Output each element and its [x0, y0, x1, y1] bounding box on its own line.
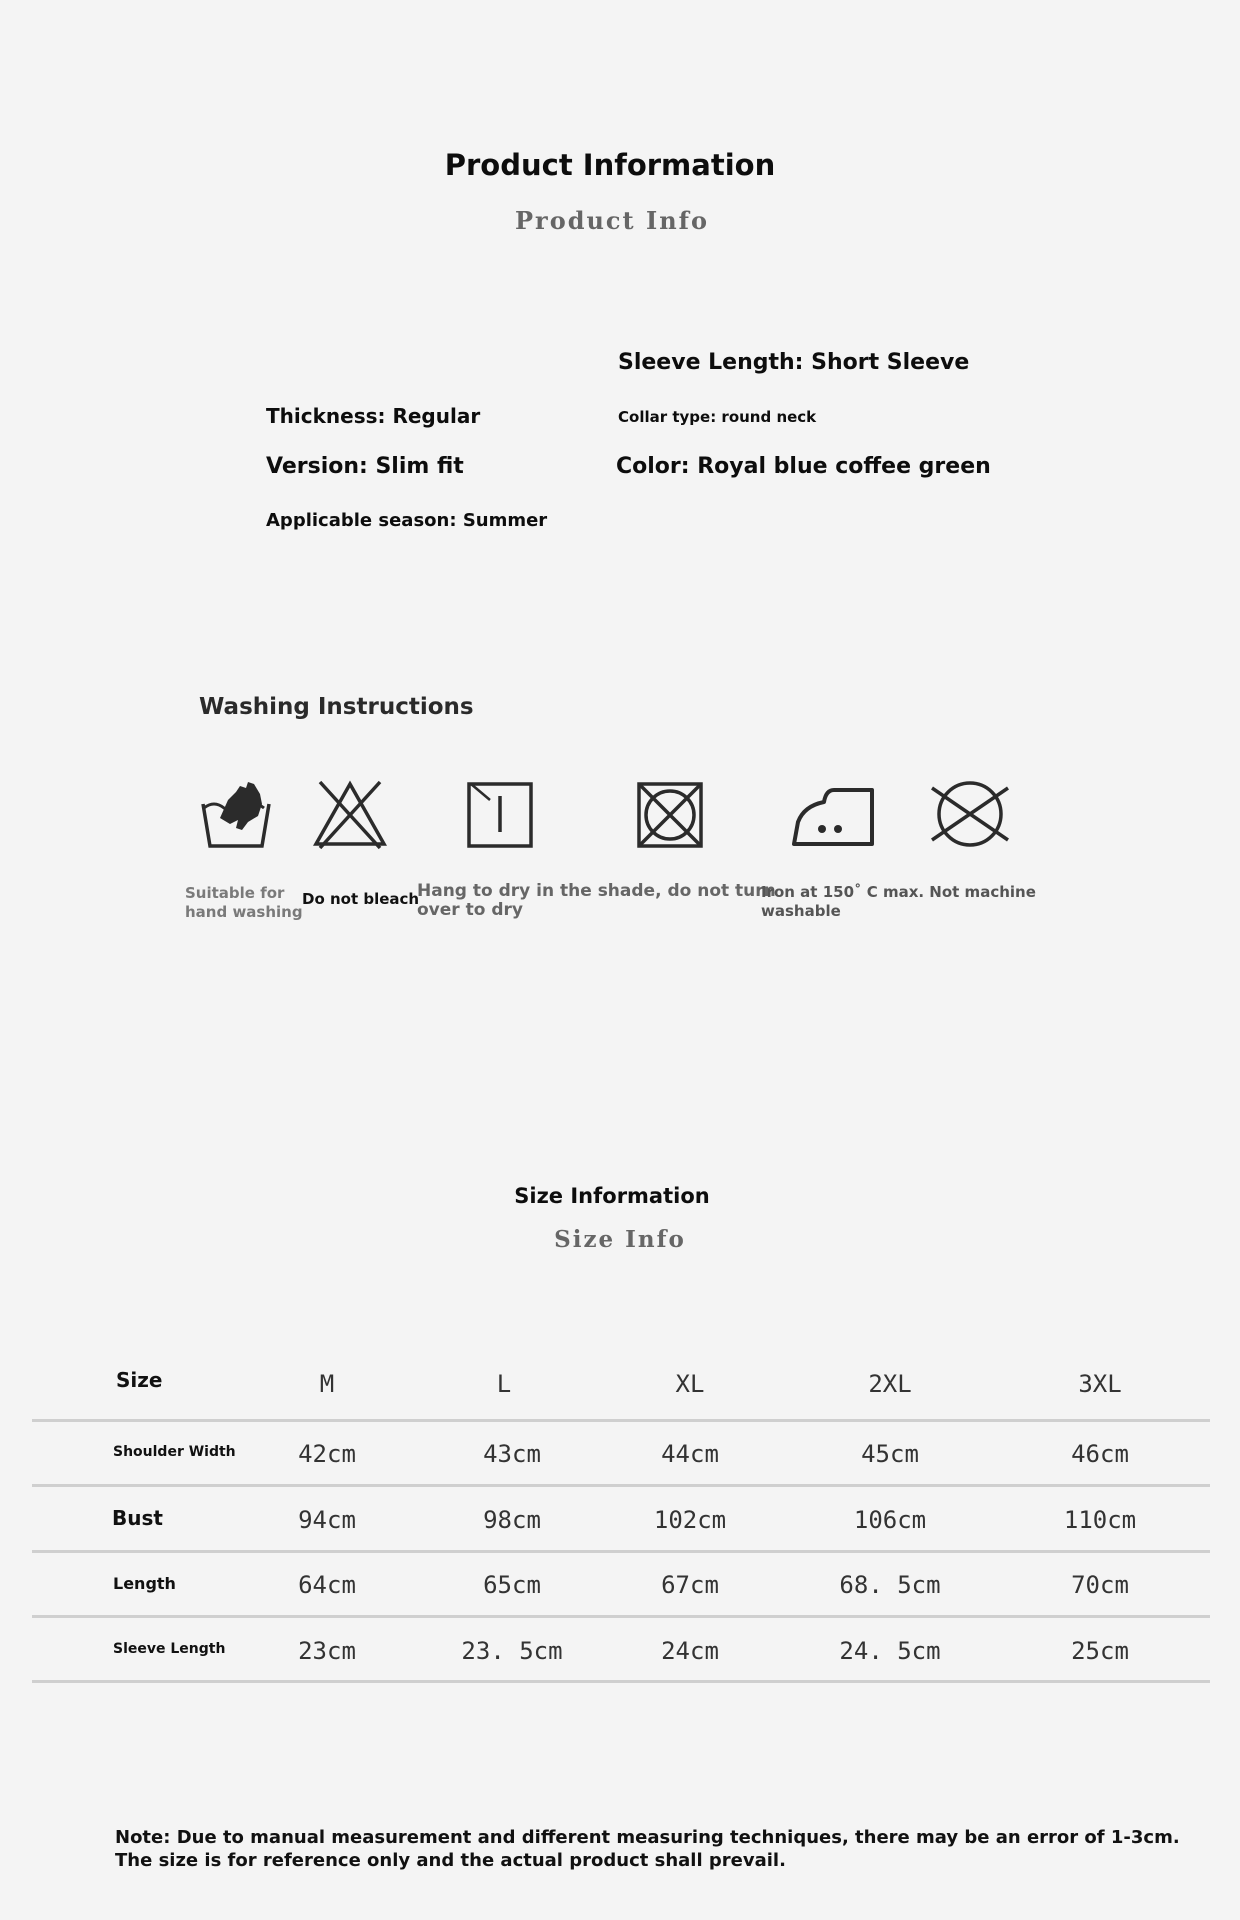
table-divider [32, 1484, 1210, 1487]
table-cell: 102cm [653, 1506, 727, 1534]
spec-color: Color: Royal blue coffee green [616, 454, 991, 479]
size-col-header: M [319, 1370, 335, 1398]
hand-wash-icon [198, 778, 274, 850]
table-cell: 42cm [298, 1440, 356, 1468]
row-label-bust: Bust [112, 1506, 163, 1530]
table-cell: 23cm [298, 1637, 356, 1665]
no-bleach-label: Do not bleach [302, 890, 420, 908]
table-cell: 94cm [298, 1506, 356, 1534]
row-label-shoulder-width: Shoulder Width [113, 1444, 236, 1460]
size-col-header: XL [675, 1370, 705, 1398]
washing-title: Washing Instructions [199, 694, 474, 720]
spec-sleeve-length: Sleeve Length: Short Sleeve [618, 350, 970, 375]
table-cell: 67cm [661, 1571, 719, 1599]
size-col-header: 3XL [1078, 1370, 1122, 1398]
table-cell: 46cm [1071, 1440, 1129, 1468]
table-cell: 23. 5cm [461, 1637, 563, 1665]
table-divider [32, 1550, 1210, 1553]
iron-label-line-1: Iron at 150˚ C max. Not machine [761, 883, 1036, 901]
iron-icon [790, 782, 876, 848]
size-info-subtitle: Size Info [554, 1226, 686, 1253]
table-divider [32, 1680, 1210, 1683]
dry-in-shade-label-line-1: Hang to dry in the shade, do not turn [417, 881, 776, 901]
row-label-length: Length [113, 1574, 176, 1593]
table-cell: 25cm [1071, 1637, 1129, 1665]
table-cell: 65cm [483, 1571, 541, 1599]
iron-label [761, 883, 1036, 921]
product-info-title: Product Information [444, 148, 776, 182]
table-cell: 68. 5cm [839, 1571, 941, 1599]
table-cell: 45cm [861, 1440, 919, 1468]
no-machine-wash-icon [930, 778, 1010, 850]
table-divider [32, 1419, 1210, 1422]
table-cell: 110cm [1063, 1506, 1137, 1534]
table-cell: 24cm [661, 1637, 719, 1665]
table-cell: 64cm [298, 1571, 356, 1599]
no-bleach-icon [312, 778, 388, 850]
table-cell: 70cm [1071, 1571, 1129, 1599]
spec-version: Version: Slim fit [266, 454, 464, 479]
table-cell: 98cm [483, 1506, 541, 1534]
table-cell: 44cm [661, 1440, 719, 1468]
table-cell: 43cm [483, 1440, 541, 1468]
table-divider [32, 1615, 1210, 1618]
spec-thickness: Thickness: Regular [266, 404, 481, 428]
hand-wash-label [185, 884, 303, 922]
spec-collar: Collar type: round neck [618, 408, 817, 426]
hand-wash-label-line-1: Suitable for [185, 884, 285, 902]
spec-season: Applicable season: Summer [266, 510, 548, 531]
iron-label-line-2: washable [761, 902, 841, 920]
dry-in-shade-label [417, 882, 776, 920]
table-cell: 24. 5cm [839, 1637, 941, 1665]
size-col-header: 2XL [868, 1370, 912, 1398]
hand-wash-label-line-2: hand washing [185, 903, 303, 921]
dry-in-shade-icon [466, 780, 536, 850]
product-info-subtitle: Product Info [515, 206, 709, 235]
no-tumble-dry-icon [636, 780, 706, 850]
dry-in-shade-label-line-2: over to dry [417, 900, 523, 920]
size-note: Note: Due to manual measurement and different measuring techniques, there may be an error of 1-3cm. The size is for reference only and the actual product shall prevail. [115, 1827, 1180, 1871]
size-header-label: Size [116, 1368, 163, 1392]
table-cell: 106cm [853, 1506, 927, 1534]
size-col-header: L [496, 1370, 512, 1398]
row-label-sleeve-length: Sleeve Length [113, 1641, 226, 1657]
size-info-title: Size Information [514, 1184, 710, 1208]
